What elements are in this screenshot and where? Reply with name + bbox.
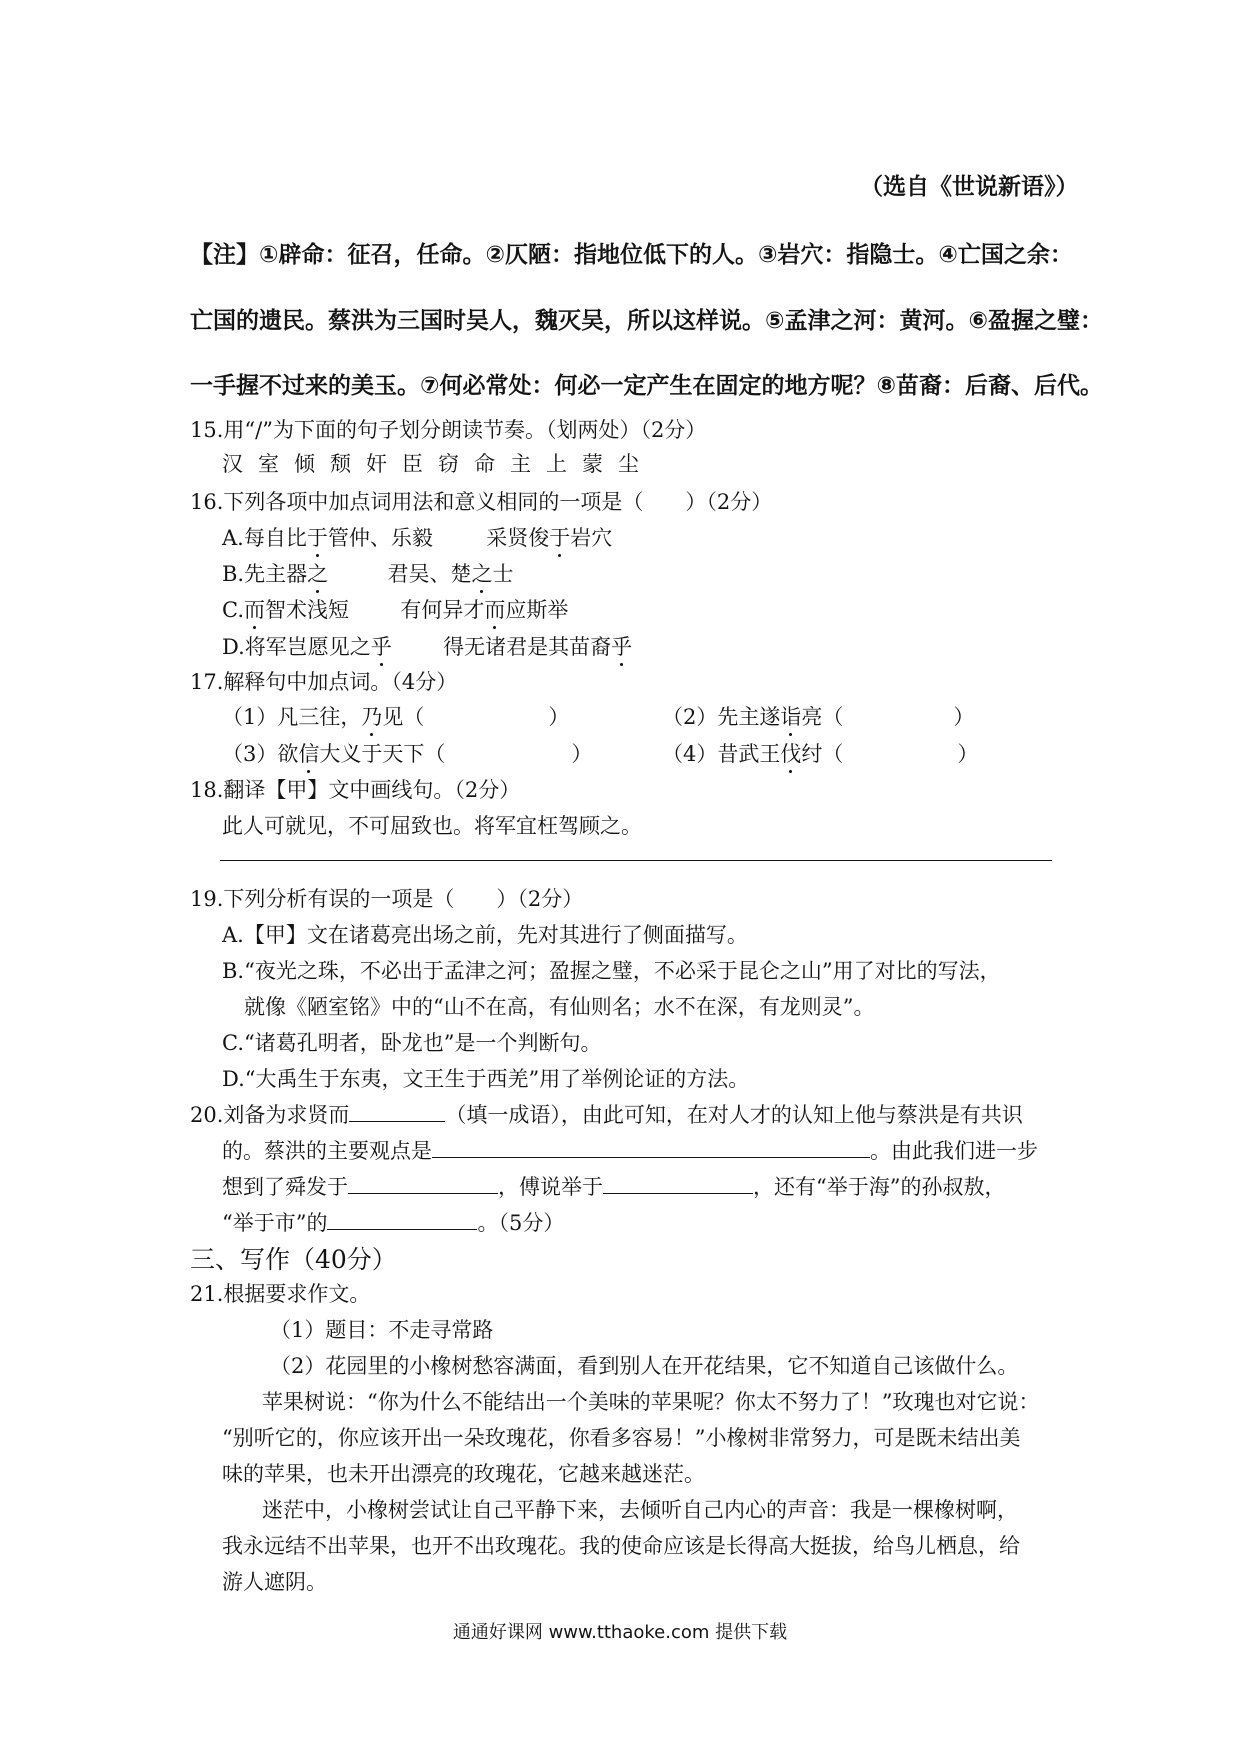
q16-option-c: C.而智术浅短 有何异才而应斯举: [222, 594, 568, 624]
dotted-word: 于: [307, 522, 328, 552]
q15-stem: 15.用“/”为下面的句子划分朗读节奏。（划两处）（2分）: [190, 418, 707, 442]
q15-sentence: 汉室倾颓奸臣窃命主上蒙尘: [222, 452, 654, 476]
section-heading: 三、写作（40分）: [190, 1245, 397, 1274]
q17-stem: 17.解释句中加点词。（4分）: [190, 670, 458, 694]
q16-option-b: B.先主器之 君吴、楚之士: [222, 558, 513, 588]
blank: [348, 1173, 498, 1194]
q18-stem: 18.翻译【甲】文中画线句。（2分）: [190, 778, 521, 802]
q17-item-4: （4）昔武王伐纣（ ）: [662, 738, 978, 768]
q19-stem: 19.下列分析有误的一项是（ ）（2分）: [190, 887, 584, 911]
note-line-2: 亡国的遗民。蔡洪为三国时吴人，魏灭吴，所以这样说。⑤孟津之河：黄河。⑥盈握之璧：: [190, 308, 1103, 334]
q17-item-1: （1）凡三往，乃见（ ）: [222, 701, 569, 731]
q18-sentence: 此人可就见，不可屈致也。将军宜枉驾顾之。: [222, 814, 642, 838]
q19-option-a: A.【甲】文在诸葛亮出场之前，先对其进行了侧面描写。: [222, 923, 748, 947]
q21-title: （1）题目：不走寻常路: [270, 1318, 494, 1342]
q21-para2-line2: “别听它的，你应该开出一朵玫瑰花，你看多容易！”小橡树非常努力，可是既未结出美: [222, 1426, 1021, 1450]
q21-para3-line2: 我永远结不出苹果，也开不出玫瑰花。我的使命应该是长得高大挺拔，给鸟儿栖息，给: [222, 1534, 1020, 1558]
q17-item-2: （2）先主遂诣亮（ ）: [662, 701, 974, 731]
q20-line-3: 想到了舜发于 ，傅说举于 ，还有“举于海”的孙叔敖，: [222, 1175, 1006, 1199]
footer-watermark: 通通好课网 www.tthaoke.com 提供下载: [452, 1622, 788, 1643]
q17-item-3: （3）欲信大义于天下（ ）: [222, 738, 592, 768]
dotted-word: 而: [244, 594, 265, 624]
q16-option-d: D.将军岂愿见之乎 得无诸君是其苗裔乎: [222, 631, 632, 661]
note-line-3: 一手握不过来的美玉。⑦何必常处：何必一定产生在固定的地方呢？⑧苗裔：后裔、后代。: [190, 373, 1103, 399]
q16-stem: 16.下列各项中加点词用法和意义相同的一项是（ ）（2分）: [190, 490, 773, 514]
dotted-word: 诣: [780, 701, 801, 731]
source-citation: （选自《世说新语》）: [860, 174, 1079, 200]
q19-option-d: D.“大禹生于东夷，文王生于西羌”用了举例论证的方法。: [222, 1067, 750, 1091]
blank: [327, 1209, 477, 1230]
q16-option-a: A.每自比于管仲、乐毅 采贤俊于岩穴: [222, 522, 612, 552]
dotted-word: 之: [307, 558, 328, 588]
dotted-word: 乎: [611, 631, 632, 661]
dotted-word: 而: [484, 594, 505, 624]
q21-para2-line3: 味的苹果，也未开出漂亮的玫瑰花，它越来越迷茫。: [222, 1462, 705, 1486]
blank: [603, 1173, 753, 1194]
q21-para2-line1: 苹果树说：“你为什么不能结出一个美味的苹果呢？你太不努力了！”玫瑰也对它说：: [262, 1390, 1040, 1414]
note-line-1: 【注】①辟命：征召，任命。②仄陋：指地位低下的人。③岩穴：指隐士。④亡国之余：: [190, 242, 1073, 268]
dotted-word: 乃: [361, 701, 382, 731]
dotted-word: 乎: [371, 631, 392, 661]
q19-option-c: C.“诸葛孔明者，卧龙也”是一个判断句。: [222, 1031, 602, 1055]
dotted-word: 伐: [780, 738, 801, 768]
q20-line-2: 的。蔡洪的主要观点是 。由此我们进一步: [222, 1139, 1038, 1163]
blank: [432, 1137, 870, 1158]
dotted-word: 于: [549, 522, 570, 552]
q21-para1: （2）花园里的小橡树愁容满面，看到别人在开花结果，它不知道自己该做什么。: [270, 1354, 1019, 1378]
q19-option-b-cont: 就像《陋室铭》中的“山不在高，有仙则名；水不在深，有龙则灵”。: [244, 995, 875, 1019]
q21-para3-line1: 迷茫中，小橡树尝试让自己平静下来，去倾听自己内心的声音：我是一棵橡树啊，: [262, 1498, 1018, 1522]
q21-para3-line3: 游人遮阴。: [222, 1570, 327, 1594]
dotted-word: 之: [471, 558, 492, 588]
q20-line-1: 20.刘备为求贤而 （填一成语），由此可知，在对人才的认知上他与蔡洪是有共识: [190, 1103, 1023, 1127]
q21-stem: 21.根据要求作文。: [190, 1282, 371, 1306]
dotted-word: 信: [298, 738, 319, 768]
blank: [349, 1101, 445, 1122]
q20-line-4: “举于市”的 。（5分）: [222, 1211, 565, 1235]
q19-option-b: B.“夜光之珠，不必出于孟津之河；盈握之璧，不必采于昆仑之山”用了对比的写法，: [222, 959, 1001, 983]
answer-line: [220, 860, 1052, 861]
